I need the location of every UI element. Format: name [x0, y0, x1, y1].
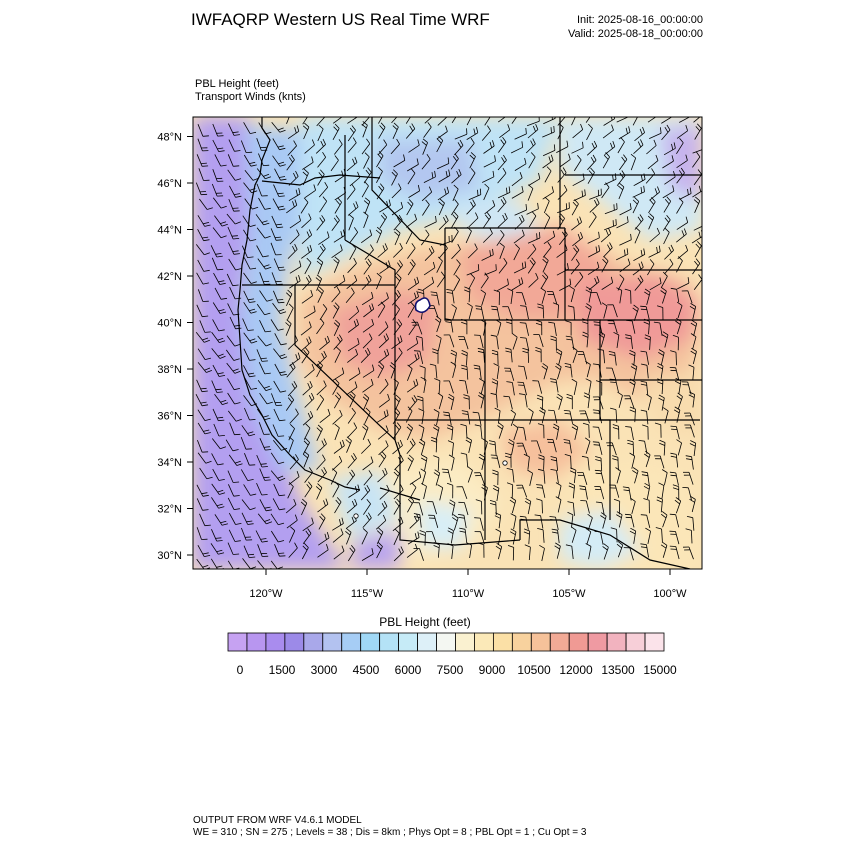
colorbar-swatch: [588, 633, 607, 651]
wind-barb-flag: [278, 267, 284, 268]
colorbar-swatch: [304, 633, 323, 651]
wind-barb-flag: [278, 553, 284, 554]
wind-barb-flag: [469, 109, 473, 113]
lon-tick-label: 120°W: [249, 588, 283, 600]
colorbar-label: 1500: [268, 663, 296, 677]
wind-barb-flag: [516, 108, 520, 113]
wind-barb-flag: [480, 189, 481, 195]
colorbar-swatch: [626, 633, 645, 651]
wind-barb-flag: [201, 163, 207, 164]
lat-tick-label: 48°N: [157, 131, 182, 144]
wind-barb-flag: [279, 569, 285, 571]
wind-barb-flag: [367, 111, 370, 116]
wind-barb-flag: [409, 108, 413, 113]
wind-barb-flag: [262, 495, 268, 496]
wind-barb: [617, 529, 618, 542]
wind-barb-flag: [233, 166, 239, 167]
colorbar-swatch: [512, 633, 531, 651]
lat-tick-label: 32°N: [157, 503, 182, 516]
wind-barb-flag: [287, 108, 292, 112]
wind-barb-flag: [205, 332, 211, 333]
wind-barb-flag: [514, 111, 518, 116]
colorbar-title: PBL Height (feet): [379, 615, 471, 629]
wind-barb: [589, 425, 590, 438]
lat-tick-label: 30°N: [157, 550, 182, 562]
colorbar-label: 6000: [394, 663, 422, 677]
wind-barb-flag: [445, 111, 448, 117]
init-time: Init: 2025-08-16_00:00:00: [577, 14, 703, 26]
wind-barb-flag: [278, 302, 284, 303]
wind-barb-flag: [671, 429, 677, 430]
colorbar-label: 15000: [643, 663, 677, 677]
wind-barb-flag: [397, 108, 400, 113]
footer-config-line: WE = 310 ; SN = 275 ; Levels = 38 ; Dis = 8km ; Phys Opt = 8 ; PBL Opt = 1 ; Cu Opt = 3: [193, 827, 587, 838]
colorbar-swatch: [266, 633, 285, 651]
page-title: IWFAQRP Western US Real Time WRF: [191, 10, 490, 29]
wind-barb-flag: [610, 382, 616, 383]
colorbar-swatch: [285, 633, 304, 651]
colorbar-swatch: [361, 633, 380, 651]
wind-barb: [528, 350, 529, 363]
lat-tick-label: 46°N: [157, 178, 182, 190]
wind-barb-flag: [628, 111, 629, 117]
wind-barb-flag: [322, 111, 325, 116]
wind-barb: [512, 485, 513, 498]
wind-barb-flag: [671, 426, 677, 427]
lat-tick-label: 42°N: [157, 271, 182, 283]
model-footer: [193, 815, 586, 839]
wind-barb-flag: [306, 109, 310, 114]
shaded-field-label: PBL Height (feet): [195, 78, 279, 90]
wind-barb-flag: [635, 110, 639, 114]
lon-tick-label: 115°W: [350, 588, 384, 600]
wind-barb-flag: [539, 232, 540, 238]
lat-tick-label: 44°N: [157, 224, 182, 237]
colorbar-label: 7500: [436, 663, 464, 677]
vector-field-label: Transport Winds (knts): [195, 91, 306, 103]
wind-barb-flag: [455, 107, 459, 112]
colorbar-swatch: [569, 633, 588, 651]
colorbar-label: 12000: [559, 663, 593, 677]
wind-barb-flag: [690, 111, 691, 117]
wind-barb-flag: [357, 111, 359, 117]
colorbar-label: 3000: [310, 663, 338, 677]
wind-barb-flag: [657, 109, 659, 115]
wind-barb-flag: [432, 109, 434, 115]
wind-barb-flag: [701, 108, 703, 114]
wind-barb-flag: [573, 109, 577, 113]
wind-barb-flag: [276, 240, 282, 241]
wind-barb: [542, 501, 543, 514]
lat-tick-label: 34°N: [157, 457, 182, 469]
wind-barb-flag: [265, 480, 271, 481]
colorbar-swatch: [247, 633, 266, 651]
wind-barb-flag: [671, 111, 672, 117]
wind-barb-flag: [342, 110, 344, 116]
colorbar-swatch: [380, 633, 399, 651]
colorbar-swatch: [228, 633, 247, 651]
pbl-height-shading: [193, 107, 706, 572]
wind-barb-flag: [507, 109, 509, 115]
wind-barb-flag: [548, 410, 554, 411]
colorbar-label: 4500: [352, 663, 380, 677]
wind-barb-flag: [705, 219, 706, 225]
wind-barb-flag: [670, 514, 676, 515]
wind-barb-flag: [563, 111, 566, 116]
longitude-axis: [249, 569, 687, 600]
wind-barb-flag: [408, 111, 412, 116]
wind-barb-flag: [232, 236, 238, 237]
wind-barb-flag: [235, 571, 241, 572]
wind-barb: [544, 457, 545, 470]
colorbar-swatch: [399, 633, 418, 651]
wind-barb-flag: [554, 126, 555, 132]
wind-barb-flag: [478, 264, 479, 270]
wind-barb-flag: [217, 269, 223, 270]
colorbar-label: 9000: [478, 663, 506, 677]
lat-tick-label: 40°N: [157, 317, 182, 330]
colorbar-label: 0: [236, 663, 244, 677]
colorbar-swatch: [550, 633, 569, 651]
wind-barb-flag: [625, 514, 631, 515]
wind-barb-flag: [596, 473, 602, 474]
colorbar-swatch: [342, 633, 361, 651]
wind-barb-flag: [379, 111, 383, 115]
wind-barb: [618, 457, 619, 470]
wind-barb-flag: [594, 445, 600, 446]
wind-barb-flag: [414, 351, 420, 352]
footer-model-line: OUTPUT FROM WRF V4.6.1 MODEL: [193, 815, 362, 826]
wind-barb-flag: [278, 436, 284, 437]
colorbar-swatch: [455, 633, 474, 651]
colorbar: [228, 633, 677, 677]
lon-tick-label: 100°W: [653, 588, 687, 600]
wind-barb-flag: [641, 515, 647, 516]
wind-barb-flag: [277, 300, 283, 301]
lat-tick-label: 38°N: [157, 364, 182, 376]
wind-barb-flag: [640, 306, 646, 307]
lon-tick-label: 110°W: [451, 588, 485, 600]
wind-barb: [676, 352, 677, 365]
colorbar-label: 10500: [517, 663, 551, 677]
lon-tick-label: 105°W: [552, 588, 586, 600]
colorbar-swatch: [645, 633, 664, 651]
wind-barb-flag: [537, 233, 538, 239]
wind-barb-flag: [275, 237, 281, 238]
colorbar-swatch: [493, 633, 512, 651]
wind-barb-flag: [233, 554, 239, 555]
wind-barb-flag: [551, 127, 552, 133]
colorbar-swatch: [437, 633, 456, 651]
colorbar-swatch: [474, 633, 493, 651]
valid-time: Valid: 2025-08-18_00:00:00: [568, 28, 703, 40]
wind-barb-flag: [262, 361, 268, 362]
wind-barb: [633, 442, 634, 455]
wind-barb-flag: [588, 110, 592, 115]
wind-barb-flag: [262, 467, 268, 468]
colorbar-swatch: [418, 633, 437, 651]
wind-barb-flag: [595, 470, 601, 471]
wind-barb-flag: [203, 136, 209, 137]
wind-barb-flag: [488, 110, 492, 115]
wind-barb-flag: [593, 442, 599, 443]
wind-barb-flag: [216, 389, 222, 390]
colorbar-label: 13500: [601, 663, 635, 677]
wind-barb-flag: [279, 270, 285, 271]
wind-barb-flag: [381, 108, 385, 112]
colorbar-swatch: [607, 633, 626, 651]
colorbar-swatch: [531, 633, 550, 651]
wind-barb-flag: [467, 112, 471, 116]
wind-barb-flag: [486, 112, 490, 117]
colorbar-swatch: [323, 633, 342, 651]
wind-barb-flag: [233, 482, 239, 483]
latitude-axis: [157, 132, 193, 563]
wind-barb-flag: [590, 107, 594, 112]
wind-barb-flag: [261, 358, 267, 359]
lat-tick-label: 36°N: [157, 410, 182, 423]
wind-barb-flag: [478, 190, 479, 196]
